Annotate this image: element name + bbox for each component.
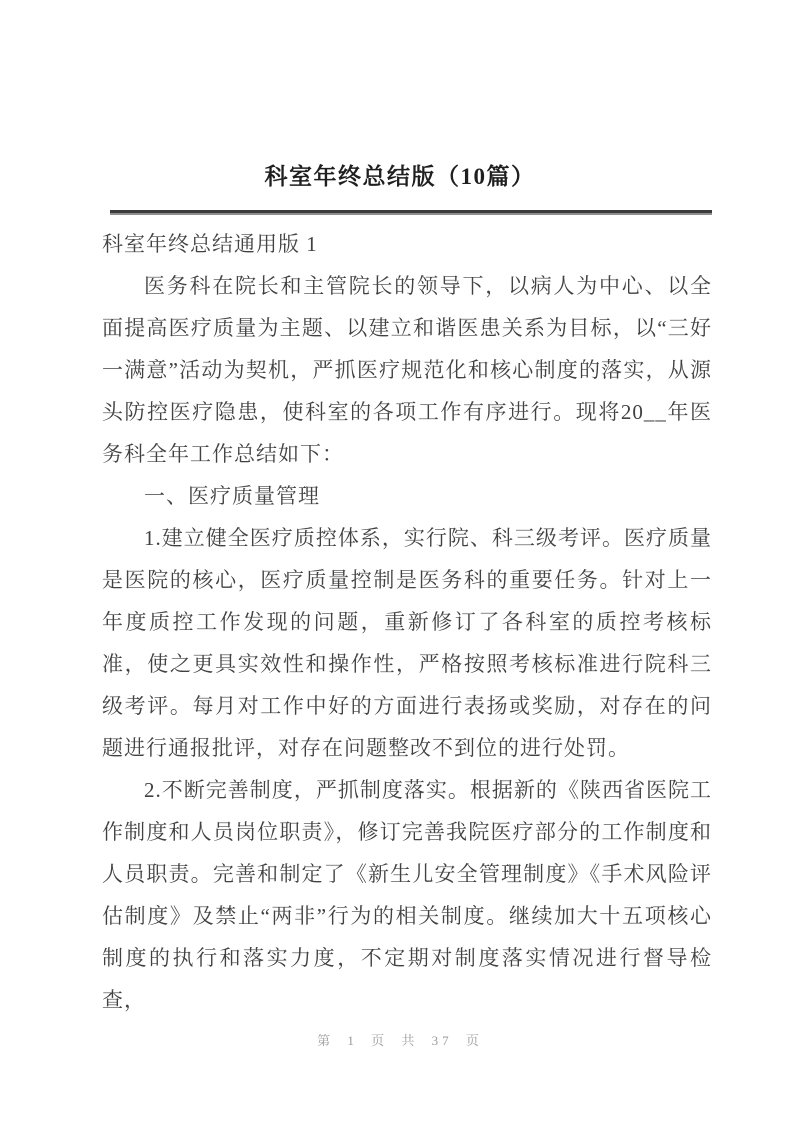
document-title: 科室年终总结版（10篇） — [264, 164, 536, 189]
document-body — [102, 223, 712, 1021]
title-divider — [110, 210, 712, 215]
page-footer — [0, 1030, 800, 1049]
paragraph-item-2: 2.不断完善制度，严抓制度落实。根据新的《陕西省医院工作制度和人员岗位职责》，修订完善我院医疗部分的工作制度和人员职责。完善和制定了《新生儿安全管理制度》《手术风险评估制度》及禁止“两非”行为的相关制度。继续加大十五项核心制度的执行和落实力度，不定期对制度落实情况进行督导检查， — [102, 778, 712, 1012]
paragraph-intro: 医务科在院长和主管院长的领导下，以病人为中心、以全面提高医疗质量为主题、以建立和谐医患关系为目标，以“三好一满意”活动为契机，严抓医疗规范化和核心制度的落实，从源头防控医疗隐患，使科室的各项工作有序进行。现将20__年医务科全年工作总结如下： — [102, 274, 712, 466]
section-subtitle: 科室年终总结通用版 1 — [102, 232, 318, 256]
section-heading: 一、医疗质量管理 — [144, 484, 320, 508]
paragraph-item-1: 1.建立健全医疗质控体系，实行院、科三级考评。医疗质量是医院的核心，医疗质量控制是医务科的重要任务。针对上一年度质控工作发现的问题，重新修订了各科室的质控考核标准，使之更具实效性和操作性，严格按照考核标准进行院科三级考评。每月对工作中好的方面进行表扬或奖励，对存在的问题进行通报批评，对存在问题整改不到位的进行处罚。 — [102, 526, 712, 760]
page-number-label: 第 1 页 共 37 页 — [317, 1033, 483, 1048]
